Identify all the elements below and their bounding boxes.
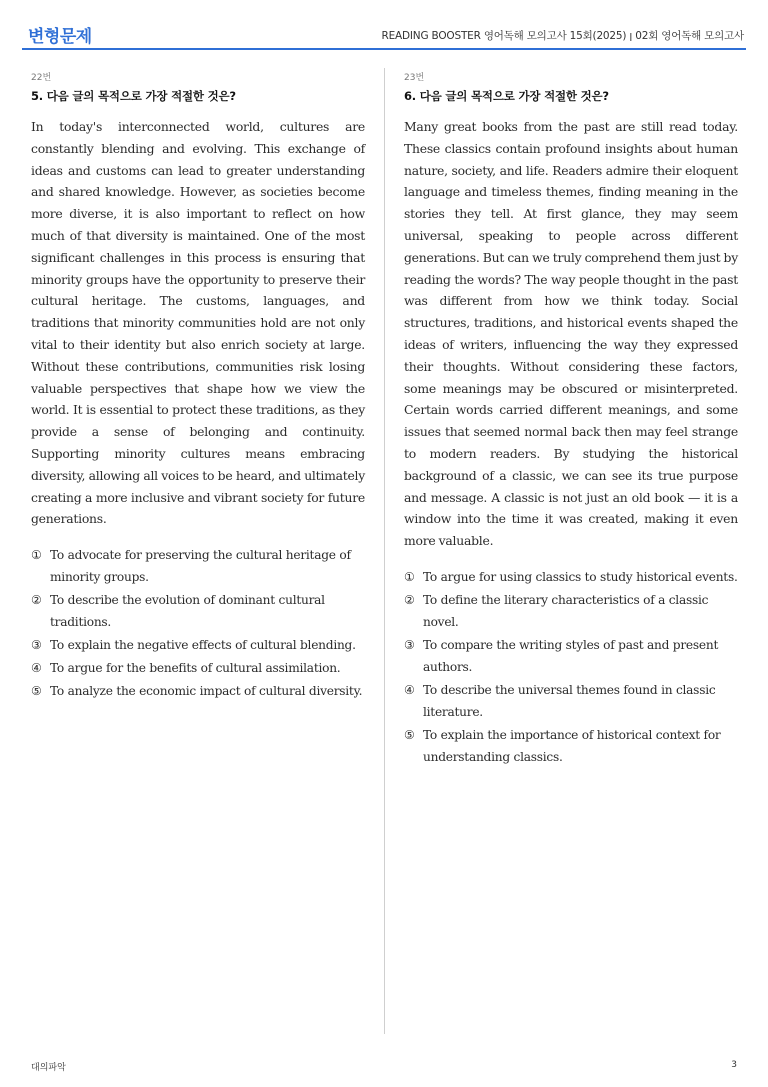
option-text: To advocate for preserving the cultural heritage of minority groups. <box>50 548 351 585</box>
option-text: To compare the writing styles of past and present authors. <box>423 637 719 674</box>
answer-option-4[interactable] <box>31 657 365 679</box>
answer-option-1[interactable] <box>31 544 365 588</box>
option-marker: ④ <box>404 682 415 697</box>
option-text: To argue for using classics to study historical events. <box>423 569 738 584</box>
option-text: To describe the evolution of dominant cultural traditions. <box>50 593 325 630</box>
option-marker: ③ <box>404 637 415 652</box>
option-marker: ② <box>404 592 415 607</box>
answer-option-5[interactable] <box>31 680 365 702</box>
answer-option-1[interactable] <box>404 566 738 588</box>
header-exam-title: READING BOOSTER 영어독해 모의고사 15회(2025) ꞁ 02회 영어독해 모의고사 <box>381 30 744 42</box>
question-number-label: 23번 <box>404 73 425 83</box>
answer-option-3[interactable] <box>31 634 365 656</box>
question-passage: In today's interconnected world, cultures are constantly blending and evolving. This exchange of ideas and customs can lead to greater understanding and shared knowledge. However, as societies become more diverse, it is also important to reflect on how much of that diversity is maintained. One of the most significant challenges in this process is ensuring that minority groups have the opportunity to preserve their cultural heritage. The customs, languages, and traditions that minority communities hold are not only vital to their identity but also enrich society at large. Without these contributions, communities risk losing valuable perspectives that shape how we view the world. It is essential to protect these traditions, as they provide a sense of belonging and continuity. Supporting minority cultures means embracing diversity, allowing all voices to be heard, and ultimately creating a more inclusive and vibrant society for future generations. <box>31 119 365 527</box>
option-text: To define the literary characteristics of a classic novel. <box>423 592 709 629</box>
option-text: To explain the negative effects of cultural blending. <box>50 638 356 653</box>
option-text: To describe the universal themes found in classic literature. <box>423 682 716 719</box>
page-number: 3 <box>731 1060 737 1070</box>
answer-option-2[interactable] <box>404 589 738 633</box>
question-title: 5. 다음 글의 목적으로 가장 적절한 것은? <box>31 89 236 103</box>
question-column-right <box>404 70 738 769</box>
option-marker: ⑤ <box>31 684 42 699</box>
option-text: To argue for the benefits of cultural assimilation. <box>50 661 341 676</box>
page-header <box>22 20 746 50</box>
answer-option-2[interactable] <box>31 589 365 633</box>
column-divider <box>384 68 385 1034</box>
question-column-left <box>31 70 365 703</box>
brand-title: 변형문제 <box>28 27 92 47</box>
option-marker: ③ <box>31 638 42 653</box>
option-marker: ② <box>31 593 42 608</box>
answer-option-4[interactable] <box>404 679 738 723</box>
option-text: To analyze the economic impact of cultural diversity. <box>50 684 363 699</box>
answer-options <box>31 544 365 702</box>
answer-option-3[interactable] <box>404 634 738 678</box>
option-text: To explain the importance of historical context for understanding classics. <box>423 727 721 764</box>
answer-option-5[interactable] <box>404 724 738 768</box>
option-marker: ④ <box>31 661 42 676</box>
option-marker: ① <box>31 548 42 563</box>
question-title: 6. 다음 글의 목적으로 가장 적절한 것은? <box>404 89 609 103</box>
option-marker: ① <box>404 569 415 584</box>
footer-publisher: 대의파악 <box>31 1063 66 1073</box>
question-number-label: 22번 <box>31 73 52 83</box>
question-passage: Many great books from the past are still read today. These classics contain profound insights about human nature, society, and life. Readers admire their eloquent language and timeless themes, finding meaning in the stories they tell. At first glance, they may seem universal, speaking to people across different generations. But can we truly comprehend them just by reading the words? The way people thought in the past was different from how we think today. Social structures, traditions, and historical events shaped the ideas of writers, influencing the way they expressed their thoughts. Without considering these factors, some meanings may be obscured or misinterpreted. Certain words carried different meanings, and some issues that seemed normal back then may feel strange to modern readers. By studying the historical background of a classic, we can see its true purpose and message. A classic is not just an old book — it is a window into the time it was created, making it even more valuable. <box>404 119 738 549</box>
option-marker: ⑤ <box>404 727 415 742</box>
answer-options <box>404 566 738 768</box>
